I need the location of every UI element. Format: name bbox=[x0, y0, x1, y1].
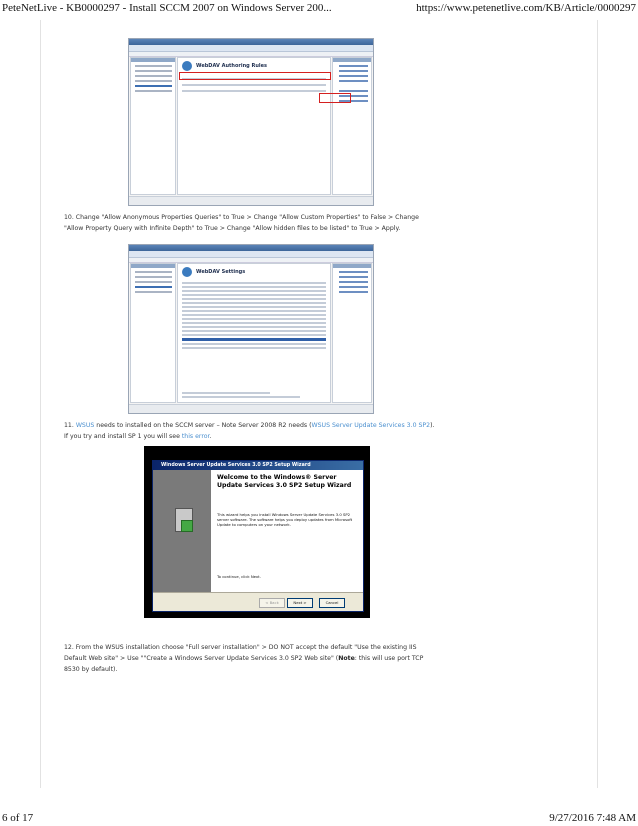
wizard-description: This wizard helps you install Windows Server Update Services 3.0 SP2 server software. The software helps you deploy updates from Microsoft Update to computers on your network. bbox=[217, 512, 353, 527]
back-button[interactable]: < Back bbox=[259, 598, 285, 608]
cancel-button[interactable]: Cancel bbox=[319, 598, 345, 608]
wizard-continue: To continue, click Next. bbox=[217, 574, 261, 579]
actions-pane bbox=[332, 263, 372, 403]
iis-webdav-settings-screenshot bbox=[128, 244, 374, 414]
page-header-url: https://www.petenetlive.com/KB/Article/0000297 bbox=[416, 2, 636, 14]
pane-title: WebDAV Authoring Rules bbox=[196, 63, 267, 69]
wizard-side-panel bbox=[153, 470, 211, 592]
address-bar bbox=[129, 251, 373, 258]
wsus-link[interactable]: WSUS bbox=[75, 422, 95, 429]
wizard-heading: Welcome to the Windows® Server Update Services 3.0 SP2 Setup Wizard bbox=[217, 474, 352, 489]
wizard-title: Windows Server Update Services 3.0 SP2 Setup Wizard bbox=[153, 461, 363, 470]
note-label: Note bbox=[338, 655, 355, 662]
connections-pane bbox=[130, 57, 176, 195]
wsus-setup-wizard-screenshot bbox=[144, 446, 370, 618]
page-footer-pagination: 6 of 17 bbox=[2, 812, 34, 824]
step-12-text: 12. From the WSUS installation choose "Full server installation" > DO NOT accept the default "Use the existing IIS Default Web site" > Use ""Create a Windows Server Update Services 3.0 SP2 Web site" (Note: this will use port TCP 8530 by default). bbox=[64, 644, 424, 673]
highlight-rule-row bbox=[179, 72, 331, 80]
page-header-title: PeteNetLive - KB0000297 - Install SCCM 2007 on Windows Server 200... bbox=[2, 2, 332, 14]
feature-pane bbox=[177, 263, 331, 403]
address-bar bbox=[129, 45, 373, 52]
page-footer-timestamp: 9/27/2016 7:48 AM bbox=[549, 812, 636, 824]
wizard-buttons bbox=[153, 592, 363, 611]
pane-title: WebDAV Settings bbox=[196, 269, 246, 275]
step-11-text: 11. WSUS needs to installed on the SCCM server – Note Server 2008 R2 needs (WSUS Server Update Services 3.0 SP2). If you try and install SP 1 you will see this error. bbox=[64, 422, 435, 440]
wizard-window bbox=[152, 460, 364, 612]
wizard-body bbox=[211, 470, 363, 592]
next-button[interactable]: Next > bbox=[287, 598, 313, 608]
webdav-icon bbox=[182, 61, 192, 71]
update-arrow-icon bbox=[181, 520, 193, 532]
status-bar bbox=[129, 196, 373, 205]
wsus-sp2-link[interactable]: WSUS Server Update Services 3.0 SP2 bbox=[311, 422, 431, 429]
this-error-link[interactable]: this error bbox=[181, 433, 210, 440]
iis-webdav-authoring-rules-screenshot bbox=[128, 38, 374, 206]
connections-pane bbox=[130, 263, 176, 403]
highlight-webdav-settings bbox=[319, 93, 351, 103]
webdav-icon bbox=[182, 267, 192, 277]
status-bar bbox=[129, 404, 373, 413]
step-10-text: 10. Change "Allow Anonymous Properties Queries" to True > Change "Allow Custom Properties" to False > Change "Allow Property Query with Infinite Depth" to True > Change "Allow hidden files to be listed" to True > Apply. bbox=[64, 214, 419, 232]
actions-pane bbox=[332, 57, 372, 195]
